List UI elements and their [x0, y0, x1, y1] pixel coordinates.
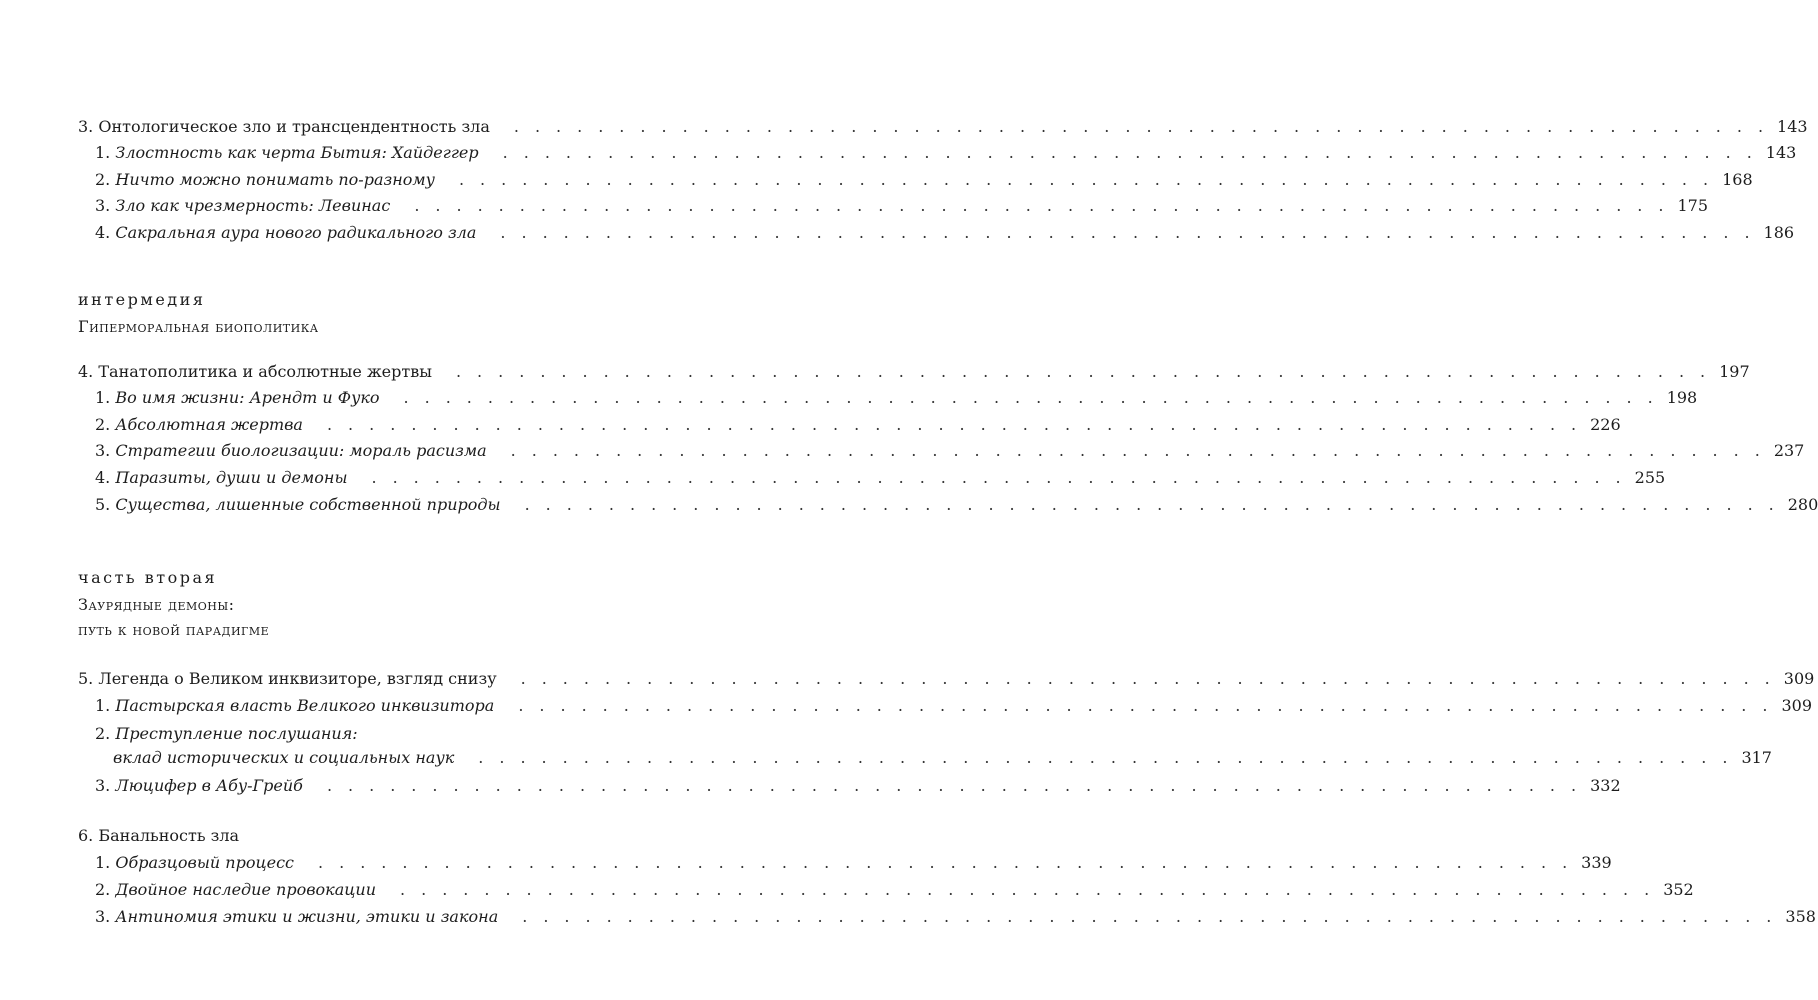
- page-number: 309: [1783, 669, 1815, 688]
- page-number: 186: [1763, 223, 1795, 242]
- toc-chapter-5[interactable]: 5. Легенда о Великом инквизиторе, взгляд снизу . . . . . . . . . . . . . . . . . . . . . . . . . . . . . . . . . . . . . . . . . . . . . . . . . . . . . . . . . . . . 309: [78, 669, 1815, 688]
- page-number: 317: [1741, 748, 1772, 767]
- toc-entry[interactable]: 4. Сакральная аура нового радикального зла . . . . . . . . . . . . . . . . . . . . . . . . . . . . . . . . . . . . . . . . . . . . . . . . . . . . . . . . . . . . 186: [95, 223, 1795, 242]
- toc-entry[interactable]: 3. Стратегии биологизации: мораль расизма . . . . . . . . . . . . . . . . . . . . . . . . . . . . . . . . . . . . . . . . . . . . . . . . . . . . . . . . . . . . 237: [95, 441, 1805, 460]
- dot-leader: . . . . . . . . . . . . . . . . . . . . . . . . . . . . . . . . . . . . . . . . . . . . . . . . . . . . . . . . . . . .: [462, 748, 1728, 767]
- page-number: 255: [1634, 468, 1666, 487]
- dot-leader: . . . . . . . . . . . . . . . . . . . . . . . . . . . . . . . . . . . . . . . . . . . . . . . . . . . . . . . . . . . .: [497, 117, 1764, 136]
- dot-leader: . . . . . . . . . . . . . . . . . . . . . . . . . . . . . . . . . . . . . . . . . . . . . . . . . . . . . . . . . . . .: [502, 696, 1768, 715]
- page-number: 358: [1785, 907, 1816, 926]
- dot-leader: . . . . . . . . . . . . . . . . . . . . . . . . . . . . . . . . . . . . . . . . . . . . . . . . . . . . . . . . . . . .: [310, 776, 1577, 795]
- page-number: 198: [1666, 388, 1698, 407]
- dot-leader: . . . . . . . . . . . . . . . . . . . . . . . . . . . . . . . . . . . . . . . . . . . . . . . . . . . . . . . . . . . .: [508, 495, 1774, 514]
- toc-entry[interactable]: 3. Люцифер в Абу-Грейб . . . . . . . . . . . . . . . . . . . . . . . . . . . . . . . . . . . . . . . . . . . . . . . . . . . . . . . . . . . . 332: [95, 776, 1621, 795]
- part-title-line2: путь к новой парадигме: [78, 620, 270, 639]
- page-number: 143: [1765, 143, 1797, 162]
- dot-leader: . . . . . . . . . . . . . . . . . . . . . . . . . . . . . . . . . . . . . . . . . . . . . . . . . . . . . . . . . . . .: [442, 170, 1709, 189]
- section-label: интермедия: [78, 290, 206, 309]
- dot-leader: . . . . . . . . . . . . . . . . . . . . . . . . . . . . . . . . . . . . . . . . . . . . . . . . . . . . . . . . . . . .: [506, 907, 1772, 926]
- toc-entry[interactable]: 2. Ничто можно понимать по-разному . . . . . . . . . . . . . . . . . . . . . . . . . . . . . . . . . . . . . . . . . . . . . . . . . . . . . . . . . . . . 168: [95, 170, 1753, 189]
- toc-entry[interactable]: 1. Образцовый процесс . . . . . . . . . . . . . . . . . . . . . . . . . . . . . . . . . . . . . . . . . . . . . . . . . . . . . . . . . . . . 339: [95, 853, 1612, 872]
- toc-entry[interactable]: 3. Зло как чрезмерность: Левинас . . . . . . . . . . . . . . . . . . . . . . . . . . . . . . . . . . . . . . . . . . . . . . . . . . . . . . . . . . . . 175: [95, 196, 1709, 215]
- toc-entry[interactable]: 2. Двойное наследие провокации . . . . . . . . . . . . . . . . . . . . . . . . . . . . . . . . . . . . . . . . . . . . . . . . . . . . . . . . . . . . 352: [95, 880, 1694, 899]
- dot-leader: . . . . . . . . . . . . . . . . . . . . . . . . . . . . . . . . . . . . . . . . . . . . . . . . . . . . . . . . . . . .: [484, 223, 1750, 242]
- dot-leader: . . . . . . . . . . . . . . . . . . . . . . . . . . . . . . . . . . . . . . . . . . . . . . . . . . . . . . . . . . . .: [355, 468, 1621, 487]
- toc-entry[interactable]: 5. Существа, лишенные собственной природы . . . . . . . . . . . . . . . . . . . . . . . . . . . . . . . . . . . . . . . . . . . . . . . . . . . . . . . . . . . . 280: [95, 495, 1818, 514]
- page-number: 280: [1787, 495, 1818, 514]
- toc-entry[interactable]: 4. Паразиты, души и демоны . . . . . . . . . . . . . . . . . . . . . . . . . . . . . . . . . . . . . . . . . . . . . . . . . . . . . . . . . . . . 255: [95, 468, 1666, 487]
- page-number: 226: [1590, 415, 1621, 434]
- toc-chapter-4[interactable]: 4. Танатополитика и абсолютные жертвы . . . . . . . . . . . . . . . . . . . . . . . . . . . . . . . . . . . . . . . . . . . . . . . . . . . . . . . . . . . . 197: [78, 362, 1750, 381]
- dot-leader: . . . . . . . . . . . . . . . . . . . . . . . . . . . . . . . . . . . . . . . . . . . . . . . . . . . . . . . . . . . .: [302, 853, 1568, 872]
- toc-entry[interactable]: 1. Во имя жизни: Арендт и Фуко . . . . . . . . . . . . . . . . . . . . . . . . . . . . . . . . . . . . . . . . . . . . . . . . . . . . . . . . . . . . 198: [95, 388, 1698, 407]
- page-number: 339: [1581, 853, 1612, 872]
- page-number: 352: [1663, 880, 1694, 899]
- page-number: 332: [1590, 776, 1621, 795]
- part-title-line1: Заурядные демоны:: [78, 595, 235, 614]
- dot-leader: . . . . . . . . . . . . . . . . . . . . . . . . . . . . . . . . . . . . . . . . . . . . . . . . . . . . . . . . . . . .: [398, 196, 1664, 215]
- page-number: 175: [1677, 196, 1709, 215]
- page-number: 143: [1777, 117, 1808, 136]
- page-number: 197: [1719, 362, 1750, 381]
- dot-leader: . . . . . . . . . . . . . . . . . . . . . . . . . . . . . . . . . . . . . . . . . . . . . . . . . . . . . . . . . . . .: [504, 669, 1770, 688]
- dot-leader: . . . . . . . . . . . . . . . . . . . . . . . . . . . . . . . . . . . . . . . . . . . . . . . . . . . . . . . . . . . .: [494, 441, 1760, 460]
- dot-leader: . . . . . . . . . . . . . . . . . . . . . . . . . . . . . . . . . . . . . . . . . . . . . . . . . . . . . . . . . . . .: [384, 880, 1650, 899]
- section-title: Гиперморальная биополитика: [78, 317, 319, 336]
- toc-entry-continuation[interactable]: вклад исторических и социальных наук . . . . . . . . . . . . . . . . . . . . . . . . . . . . . . . . . . . . . . . . . . . . . . . . . . . . . . . . . . . . 317: [113, 748, 1772, 767]
- toc-entry[interactable]: 3. Антиномия этики и жизни, этики и закона . . . . . . . . . . . . . . . . . . . . . . . . . . . . . . . . . . . . . . . . . . . . . . . . . . . . . . . . . . . . 358: [95, 907, 1816, 926]
- toc-entry[interactable]: 2. Преступление послушания:: [95, 724, 358, 743]
- page-number: 168: [1722, 170, 1753, 189]
- dot-leader: . . . . . . . . . . . . . . . . . . . . . . . . . . . . . . . . . . . . . . . . . . . . . . . . . . . . . . . . . . . .: [486, 143, 1752, 162]
- page-number: 309: [1781, 696, 1813, 715]
- dot-leader: . . . . . . . . . . . . . . . . . . . . . . . . . . . . . . . . . . . . . . . . . . . . . . . . . . . . . . . . . . . .: [439, 362, 1706, 381]
- toc-entry[interactable]: 1. Злостность как черта Бытия: Хайдеггер . . . . . . . . . . . . . . . . . . . . . . . . . . . . . . . . . . . . . . . . . . . . . . . . . . . . . . . . . . . . 143: [95, 143, 1797, 162]
- dot-leader: . . . . . . . . . . . . . . . . . . . . . . . . . . . . . . . . . . . . . . . . . . . . . . . . . . . . . . . . . . . .: [387, 388, 1653, 407]
- toc-chapter-6[interactable]: 6. Банальность зла: [78, 826, 240, 845]
- toc-entry[interactable]: 2. Абсолютная жертва . . . . . . . . . . . . . . . . . . . . . . . . . . . . . . . . . . . . . . . . . . . . . . . . . . . . . . . . . . . . 226: [95, 415, 1621, 434]
- toc-chapter-3[interactable]: 3. Онтологическое зло и трансцендентность зла . . . . . . . . . . . . . . . . . . . . . . . . . . . . . . . . . . . . . . . . . . . . . . . . . . . . . . . . . . . . 143: [78, 117, 1808, 136]
- page-number: 237: [1773, 441, 1805, 460]
- dot-leader: . . . . . . . . . . . . . . . . . . . . . . . . . . . . . . . . . . . . . . . . . . . . . . . . . . . . . . . . . . . .: [310, 415, 1577, 434]
- toc-entry[interactable]: 1. Пастырская власть Великого инквизитора . . . . . . . . . . . . . . . . . . . . . . . . . . . . . . . . . . . . . . . . . . . . . . . . . . . . . . . . . . . . 309: [95, 696, 1813, 715]
- part-label: часть вторая: [78, 568, 218, 587]
